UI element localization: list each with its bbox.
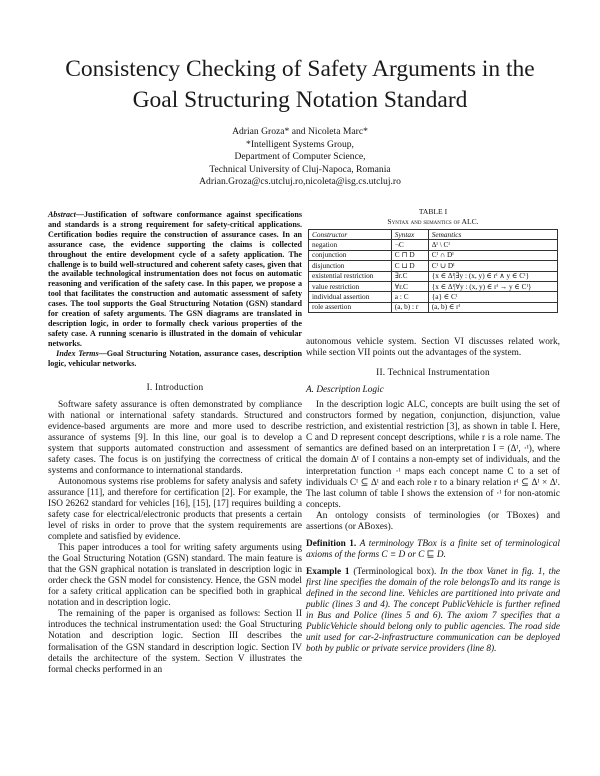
author-names: Adrian Groza* and Nicoleta Marc* — [232, 126, 368, 137]
section-heading-technical-instrumentation: II. Technical Instrumentation — [376, 368, 490, 379]
table-cell: C ⊓ D — [391, 250, 428, 260]
table-caption: Syntax and semantics of ALC. — [387, 216, 479, 226]
paragraph: This paper introduces a tool for writing safety arguments using the Goal Structuring Notation (GSN) standard. The main feature is that the GSN graphical notation is translated in description logic in order check the GSN model for consistency. Hence, the GSN model for a safety critical application can be specified both in graphical notation and in description logic. — [48, 543, 302, 609]
table-row — [309, 250, 558, 260]
table-cell: role assertion — [309, 302, 392, 312]
table-cell: conjunction — [309, 250, 392, 260]
index-terms — [48, 349, 302, 369]
table-cell: (a, b) : r — [391, 302, 428, 312]
table-cell: {a} ∈ Cᴵ — [428, 292, 557, 302]
table-header-row — [309, 230, 558, 240]
table-cell: Δᴵ \ Cᴵ — [428, 240, 557, 250]
paragraph: An ontology consists of terminologies (or TBoxes) and assertions (or ABoxes). — [306, 510, 560, 532]
abstract-label: Abstract — [48, 210, 76, 219]
table-cell: Cᴵ ∪ Dᴵ — [428, 261, 557, 271]
paragraph: In the description logic ALC, concepts are built using the set of constructors formed by negation, conjunction, disjunction, value restriction, and existential restriction [3], as shown in table I. Here, C and D represent concept descriptions, while r is a role name. The semantics are defined based on an interpretation I = (Δᴵ, ·ᴵ), where the domain Δᴵ of I contains a non-empty set of individuals, and the interpretation function ·ᴵ maps each concept name C to a set of individuals Cᴵ ⊆ Δᴵ and each role r to a binary relation rᴵ ⊆ Δᴵ × Δᴵ. The last column of table I shows the extension of ·ᴵ for non-atomic concepts. — [306, 400, 560, 510]
table-cell: ∀r.C — [391, 281, 428, 291]
right-column — [306, 203, 560, 655]
paragraph: autonomous vehicle system. Section VI discusses related work, while section VII points out the advantages of the system. — [306, 337, 560, 359]
table-cell: individual assertion — [309, 292, 392, 302]
table-header-cell: Syntax — [391, 230, 428, 240]
paragraph: Software safety assurance is often demonstrated by compliance with national or international safety standards. Structured and evidence-based arguments are more and more used to describe assurance of systems [9]. In this line, our goal is to develop a system that supports automated construction and assessment of safety cases. The focus is on justifying the correctness of critical systems and conformance to international standards. — [48, 399, 302, 476]
table-header-cell: Semantics — [428, 230, 557, 240]
table-cell: {x ∈ Δᴵ|∀y : (x, y) ∈ rᴵ → y ∈ Cᴵ} — [428, 281, 557, 291]
table-cell: ¬C — [391, 240, 428, 250]
table-cell: negation — [309, 240, 392, 250]
affiliation-line: Department of Computer Science, — [234, 151, 366, 163]
paper-title: Consistency Checking of Safety Arguments in the Goal Structuring Notation Standard — [65, 56, 535, 113]
example-1 — [306, 567, 560, 655]
table-cell: value restriction — [309, 281, 392, 291]
alc-table — [308, 229, 558, 313]
table-header-cell: Constructor — [309, 230, 392, 240]
abstract — [48, 210, 302, 349]
table-row — [309, 240, 558, 250]
table-cell: C ⊔ D — [391, 261, 428, 271]
paragraph: Autonomous systems rise problems for safety analysis and safety assurance [11], and therefore for certification [2]. For example, the ISO 26262 standard for vehicles [16], [15], [17] requires building a safety case for electrical/electronic products that presents a certain level of risks in order to prove that the system requirements are complete and satisfied by evidence. — [48, 476, 302, 543]
table-cell: disjunction — [309, 261, 392, 271]
table-cell: existential restriction — [309, 271, 392, 281]
table-cell: Cᴵ ∩ Dᴵ — [428, 250, 557, 260]
table-row — [309, 271, 558, 281]
table-cell: (a, b) ∈ rᴵ — [428, 302, 557, 312]
definition-label: Definition 1. — [306, 538, 357, 549]
definition-1 — [306, 539, 560, 561]
section-heading-introduction: I. Introduction — [146, 382, 204, 393]
author-emails: Adrian.Groza@cs.utcluj.ro,nicoleta@isg.cs.utcluj.ro — [199, 176, 401, 188]
table-row — [309, 292, 558, 302]
example-heading: (Terminological box). — [353, 566, 437, 577]
affiliation-line: *Intelligent Systems Group, — [246, 138, 354, 150]
paragraph: The remaining of the paper is organised as follows: Section II introduces the technical instrumentation used: the Goal Structuring Notation and description logic. Section III describes the formalisation of the GSN standard in description logic. Section IV details the architecture of the system. Section V illustrates the formal checks performed in an — [48, 609, 302, 675]
definition-text: A terminology TBox is a finite set of terminological axioms of the forms C ≡ D or C ⊑ D. — [306, 538, 561, 560]
index-terms-text: —Goal Structuring Notation, assurance cases, description logic, vehicular networks. — [48, 348, 302, 368]
table-row — [309, 261, 558, 271]
table-row — [309, 302, 558, 312]
table-cell: a : C — [391, 292, 428, 302]
affiliation-line: Technical University of Cluj-Napoca, Romania — [209, 163, 391, 175]
table-cell: {x ∈ Δᴵ|∃y : (x, y) ∈ rᴵ ∧ y ∈ Cᴵ} — [428, 271, 557, 281]
table-label: TABLE I — [418, 207, 448, 216]
example-text: In the tbox Vanet in fig. 1, the first line specifies the domain of the role belongsTo and its range is defined in the second line. Vehicles are partitioned into private and public (lines 3 and 4). The concept PublicVehicle is further refined in Bus and Police (lines 5 and 6). The axiom 7 specifies that a PublicVehicle should belong only to public agencies. The road side unit used for car-2-infrastructure communication can be deployed both by public or private service providers (line 8). — [306, 566, 561, 655]
table-row — [309, 281, 558, 291]
author-block — [120, 126, 480, 189]
table-cell: ∃r.C — [391, 271, 428, 281]
subsection-heading: A. Description Logic — [306, 385, 384, 396]
left-column — [48, 210, 302, 676]
index-terms-label: Index Terms — [56, 348, 99, 358]
example-label: Example 1 — [306, 566, 350, 577]
abstract-text: —Justification of software conformance against specifications and standards is a strong requirement for safety-critical applications. Certification bodies require the construction of assurance cases. In an assurance case, the evidence supporting the claims is collected throughout the entire development cycle of a safety application. The challenge is to build well-structured and coherent safety cases, given that the available technological instrumentation does not focus on automatic reasoning and verification of the safety case. In this paper, we propose a tool that facilitates the construction and automatic assessment of safety cases. The tool supports the Goal Structuring Notation (GSN) standard for creation of safety arguments. The GSN diagrams are translated in description logic, in order to formally check various properties of the safety case. A running scenario is illustrated in the domain of vehicular networks. — [48, 210, 302, 348]
